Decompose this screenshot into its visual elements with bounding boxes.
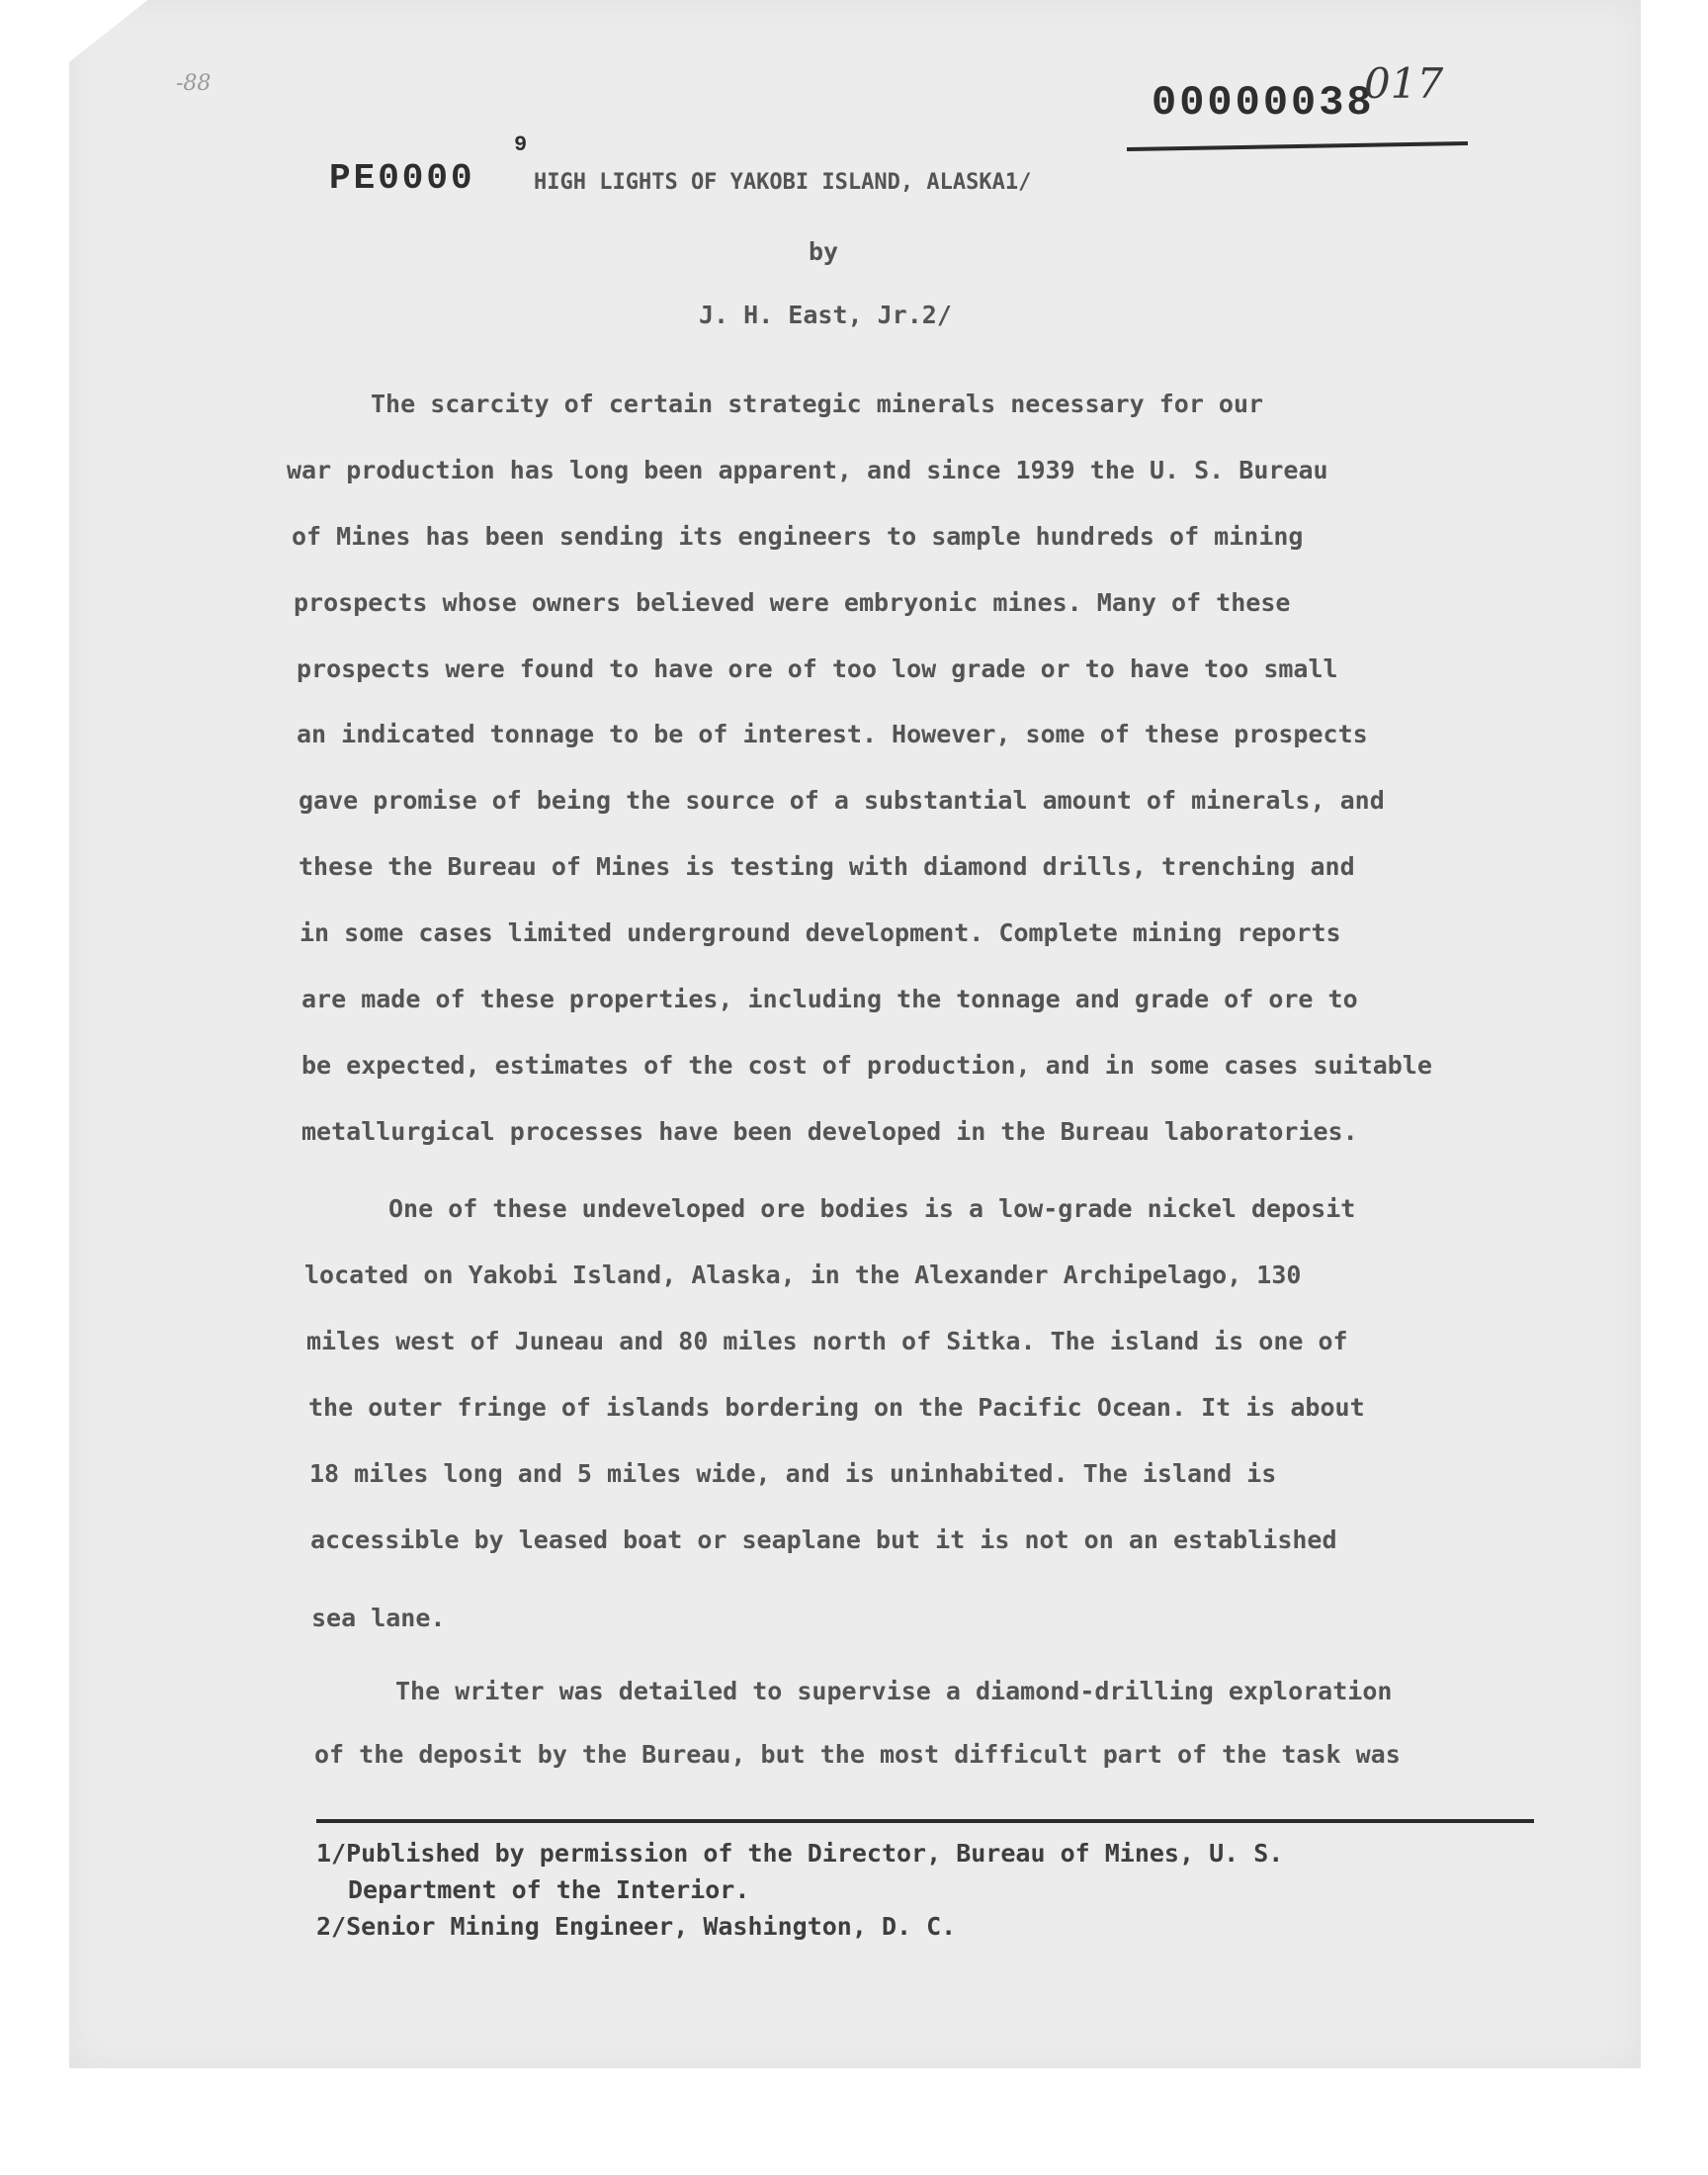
body-line: gave promise of being the source of a substantial amount of minerals, and: [299, 786, 1385, 815]
body-line: The scarcity of certain strategic minerals necessary for our: [371, 390, 1264, 418]
body-line: prospects were found to have ore of too low grade or to have too small: [297, 654, 1338, 683]
body-line: war production has long been apparent, and since 1939 the U. S. Bureau: [287, 456, 1328, 484]
left-document-code: PE0000: [329, 158, 475, 199]
body-line: the outer fringe of islands bordering on the Pacific Ocean. It is about: [308, 1393, 1365, 1422]
author-name: J. H. East, Jr.2/: [699, 301, 952, 329]
body-line: One of these undeveloped ore bodies is a low-grade nickel deposit: [388, 1194, 1356, 1223]
footnote-1-continued: Department of the Interior.: [348, 1875, 750, 1904]
body-line: in some cases limited underground development. Complete mining reports: [299, 918, 1341, 947]
footnote-1: 1/Published by permission of the Director, Bureau of Mines, U. S.: [316, 1839, 1284, 1868]
footnote-divider: [316, 1819, 1534, 1823]
body-line: an indicated tonnage to be of interest. However, some of these prospects: [297, 720, 1368, 748]
body-line: located on Yakobi Island, Alaska, in the Alexander Archipelago, 130: [304, 1261, 1302, 1289]
body-line: 18 miles long and 5 miles wide, and is uninhabited. The island is: [309, 1459, 1277, 1488]
body-line: these the Bureau of Mines is testing with diamond drills, trenching and: [299, 852, 1355, 881]
body-line: The writer was detailed to supervise a diamond-drilling exploration: [395, 1677, 1393, 1705]
document-title: HIGH LIGHTS OF YAKOBI ISLAND, ALASKA1/: [534, 170, 1032, 195]
footnote-2: 2/Senior Mining Engineer, Washington, D. C.: [316, 1912, 957, 1941]
body-line: be expected, estimates of the cost of production, and in some cases suitable: [301, 1051, 1432, 1080]
body-line: prospects whose owners believed were embryonic mines. Many of these: [294, 588, 1291, 617]
left-code-superscript: 9: [514, 132, 531, 157]
byline-by: by: [809, 237, 839, 266]
body-line: sea lane.: [311, 1604, 446, 1632]
corner-pencil-mark: -88: [176, 71, 212, 96]
body-line: of the deposit by the Bureau, but the most difficult part of the task was: [314, 1740, 1401, 1769]
body-line: accessible by leased boat or seaplane but it is not on an established: [310, 1525, 1337, 1554]
body-line: metallurgical processes have been developed in the Bureau laboratories.: [301, 1117, 1358, 1146]
handwritten-page-number: 017: [1364, 59, 1444, 108]
top-right-stamp-number: 00000038: [1152, 79, 1375, 127]
body-line: are made of these properties, including the tonnage and grade of ore to: [301, 985, 1358, 1013]
body-line: miles west of Juneau and 80 miles north of Sitka. The island is one of: [306, 1327, 1348, 1355]
body-line: of Mines has been sending its engineers to sample hundreds of mining: [292, 522, 1304, 551]
